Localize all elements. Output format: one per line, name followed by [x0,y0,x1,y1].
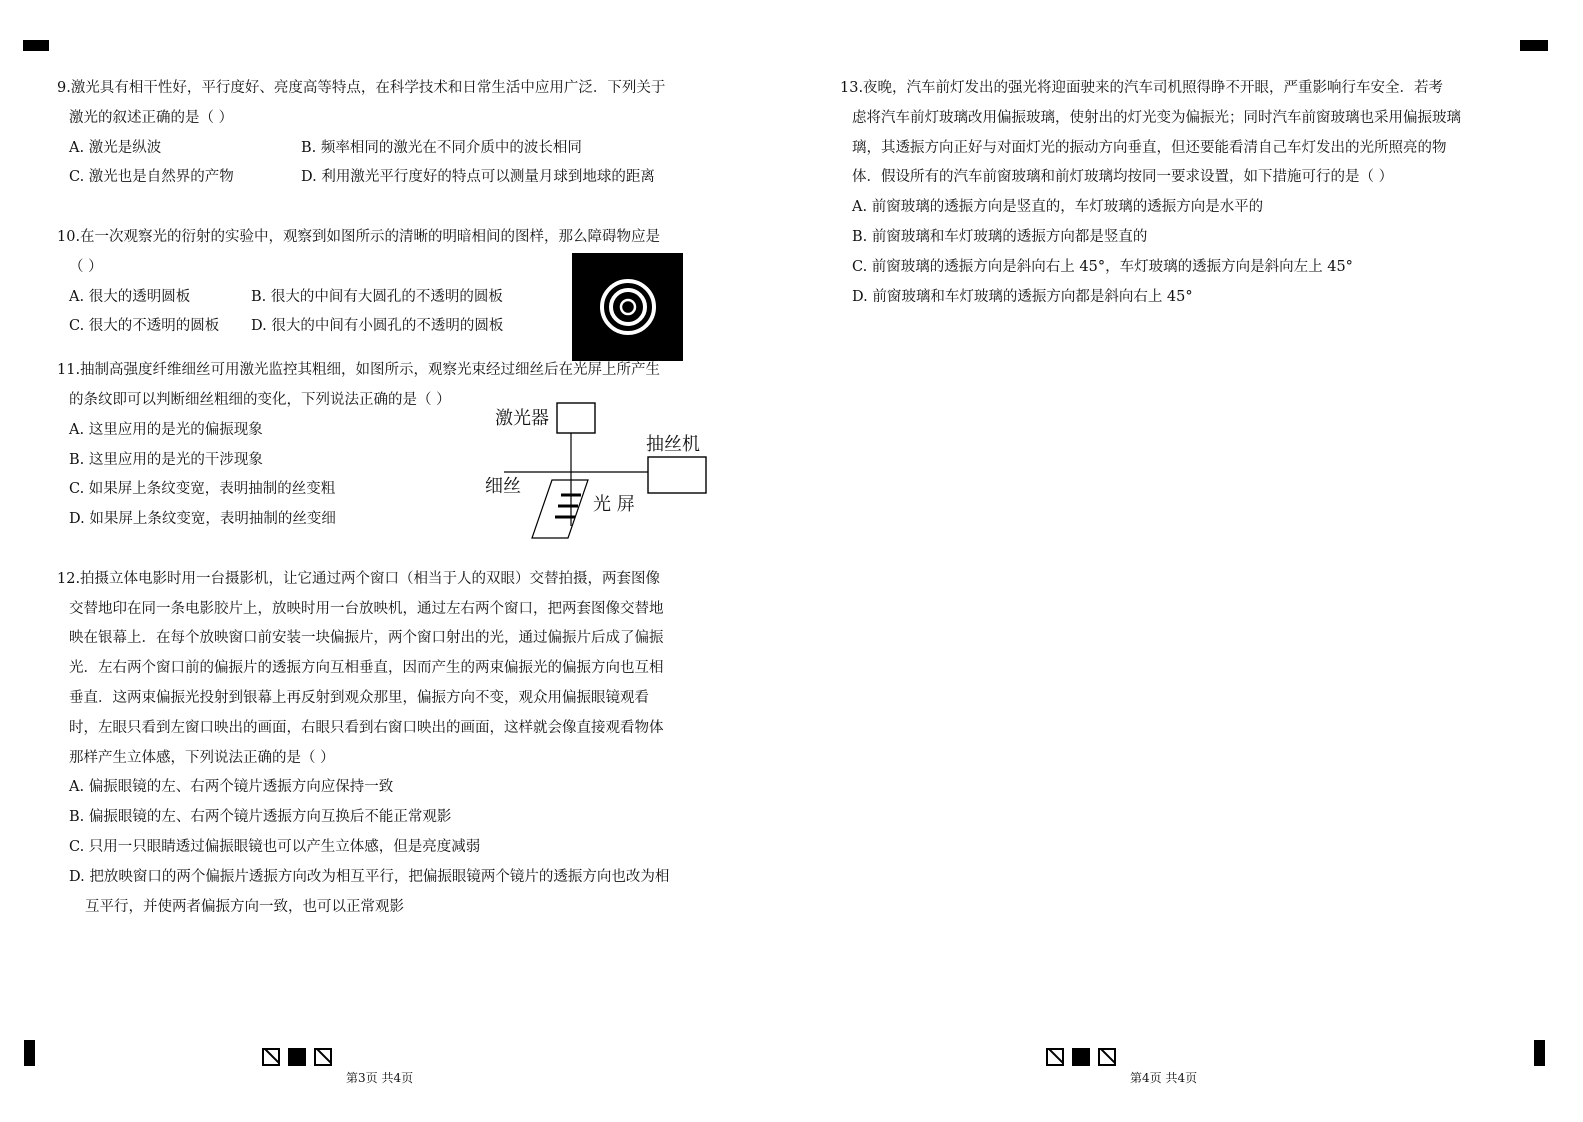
option-row [57,134,737,164]
registration-mark-top-left [23,40,49,51]
question-13 [840,74,1520,312]
question-12 [57,565,737,923]
question-stem: 的条纹即可以判断细丝粗细的变化，下列说法正确的是（ ） [69,391,451,408]
question-stem: 9.激光具有相干性好，平行度好、亮度高等特点，在科学技术和日常生活中应用广泛．下列关于 [57,80,666,96]
page-number-3: 第3页 共4页 [346,1071,414,1085]
hatched-square-icon [314,1048,332,1066]
registration-mark-bottom-left [24,1040,35,1066]
question-stem: （ ） [69,258,103,275]
option-c: C. 如果屏上条纹变宽，表明抽制的丝变粗 [69,481,336,498]
diffraction-pattern-figure [572,253,683,361]
footer-marks-right [1046,1048,1116,1066]
hatched-square-icon [1046,1048,1064,1066]
option-b: B. 前窗玻璃和车灯玻璃的透振方向都是竖直的 [852,228,1148,245]
option-d: D. 前窗玻璃和车灯玻璃的透振方向都是斜向右上 45° [852,288,1193,305]
question-stem: 垂直．这两束偏振光投射到银幕上再反射到观众那里，偏振方向不变，观众用偏振眼镜观看 [69,689,649,706]
solid-square-icon [288,1048,306,1066]
option-row [57,163,737,193]
registration-mark-top-right [1520,40,1548,51]
question-stem: 11.抽制高强度纤维细丝可用激光监控其粗细，如图所示，观察光束经过细丝后在光屏上所产生 [57,362,661,379]
option-a: A. 这里应用的是光的偏振现象 [69,421,263,438]
option-a: A. 激光是纵波 [69,139,162,156]
option-a: A. 很大的透明圆板 [69,288,191,305]
option-d: D. 很大的中间有小圆孔的不透明的圆板 [251,318,504,335]
option-d: D. 如果屏上条纹变宽，表明抽制的丝变细 [69,511,336,528]
question-stem: 激光的叙述正确的是（ ） [69,109,234,126]
question-stem: 光．左右两个窗口前的偏振片的透振方向互相垂直，因而产生的两束偏振光的偏振方向也互相 [69,660,664,677]
hatched-square-icon [262,1048,280,1066]
question-stem: 交替地印在同一条电影胶片上，放映时用一台放映机，通过左右两个窗口，把两套图像交替地 [69,600,664,617]
question-stem: 虑将汽车前灯玻璃改用偏振玻璃，使射出的灯光变为偏振光；同时汽车前窗玻璃也采用偏振玻璃 [852,109,1461,126]
question-stem: 时，左眼只看到左窗口映出的画面，右眼只看到右窗口映出的画面，这样就会像直接观看物体 [69,719,664,736]
option-a: A. 偏振眼镜的左、右两个镜片透振方向应保持一致 [69,779,394,796]
option-b: B. 很大的中间有大圆孔的不透明的圆板 [251,288,503,305]
question-stem: 映在银幕上．在每个放映窗口前安装一块偏振片，两个窗口射出的光，通过偏振片后成了偏振 [69,630,664,647]
option-d: D. 把放映窗口的两个偏振片透振方向改为相互平行，把偏振眼镜两个镜片的透振方向也改为相 [69,868,670,885]
question-stem: 那样产生立体感，下列说法正确的是（ ） [69,749,335,766]
option-c: C. 只用一只眼睛透过偏振眼镜也可以产生立体感，但是亮度减弱 [69,838,481,855]
question-stem: 体．假设所有的汽车前窗玻璃和前灯玻璃均按同一要求设置，如下措施可行的是（ ） [852,169,1394,186]
option-c: C. 前窗玻璃的透振方向是斜向右上 45°，车灯玻璃的透振方向是斜向左上 45° [852,258,1353,275]
option-a: A. 前窗玻璃的透振方向是竖直的，车灯玻璃的透振方向是水平的 [852,199,1264,216]
option-c: C. 很大的不透明的圆板 [69,318,220,335]
registration-mark-bottom-right [1534,1040,1545,1066]
question-stem: 12.拍摄立体电影时用一台摄影机，让它通过两个窗口（相当于人的双眼）交替拍摄，两套图像 [57,570,661,587]
laser-label: 激光器 [495,408,549,429]
option-b: B. 偏振眼镜的左、右两个镜片透振方向互换后不能正常观影 [69,809,452,826]
question-9 [57,74,737,193]
question-stem: 13.夜晚，汽车前灯发出的强光将迎面驶来的汽车司机照得睁不开眼，严重影响行车安全．若考 [840,80,1444,96]
question-stem: 10.在一次观察光的衍射的实验中，观察到如图所示的清晰的明暗相间的图样，那么障碍物应是 [57,228,661,245]
screen-label: 光 屏 [593,494,635,515]
solid-square-icon [1072,1048,1090,1066]
page-number-4: 第4页 共4页 [1130,1071,1198,1085]
option-d: D. 利用激光平行度好的特点可以测量月球到地球的距离 [301,169,655,186]
footer-marks-left [262,1048,332,1066]
option-b: B. 频率相同的激光在不同介质中的波长相同 [301,139,582,156]
question-stem: 璃，其透振方向正好与对面灯光的振动方向垂直，但还要能看清自己车灯发出的光所照亮的物 [852,139,1447,156]
wire-label: 细丝 [485,476,521,497]
hatched-square-icon [1098,1048,1116,1066]
wire-drawing-apparatus-figure [480,398,720,543]
option-b: B. 这里应用的是光的干涉现象 [69,451,263,468]
right-column [840,74,1520,312]
drawer-label: 抽丝机 [646,434,700,455]
option-c: C. 激光也是自然界的产物 [69,169,234,186]
option-d-continued: 互平行，并使两者偏振方向一致，也可以正常观影 [85,898,404,915]
